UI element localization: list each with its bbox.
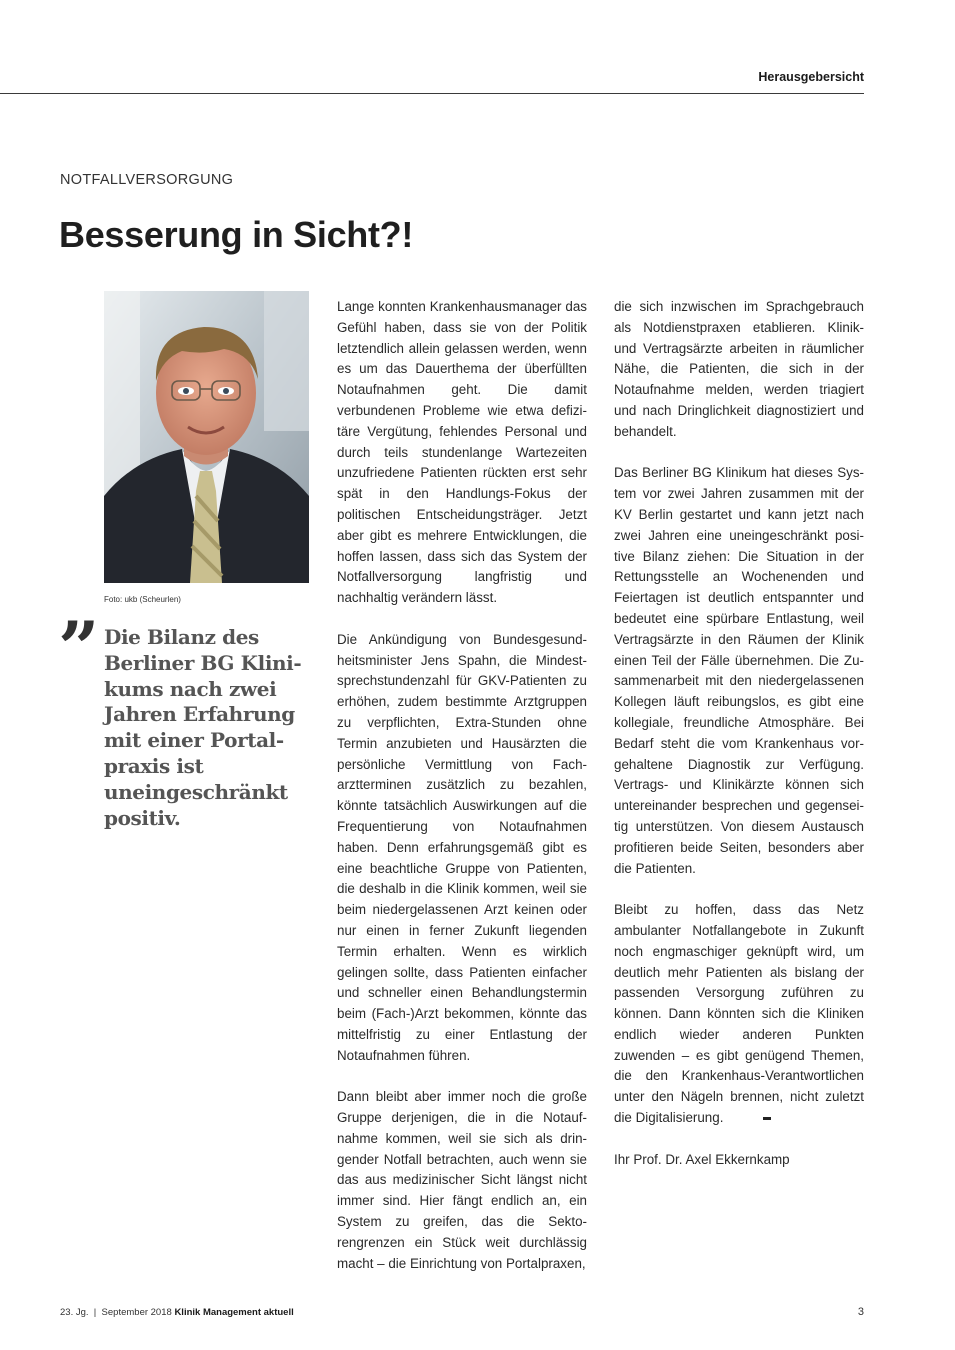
paragraph: Dann bleibt aber immer noch die große Gruppe derjenigen, die in die Notaufnahme kommen, weil sie sich als dringender Notfall betrachten, auch wenn sie das aus medizinischer Sicht längst nicht immer sind. Hier fängt endlich an, ein System zu greifen, das die Sektorengrenzen ein Stück weit durchlässig macht – die Einrichtung von Portalpraxen, xyxy=(337,1089,587,1271)
footer-journal-title: Klinik Management aktuell xyxy=(174,1307,294,1318)
photo-caption: Foto: ukb (Scheurlen) xyxy=(104,595,181,604)
article-kicker: NOTFALLVERSORGUNG xyxy=(60,172,234,188)
paragraph: Das Berliner BG Klinikum hat dieses System vor zwei Jahren zusammen mit der KV Berlin gestartet und kann jetzt nach zwei Jahren eine uneingeschränkt positive Bilanz ziehen: Die Situation in der Rettungsstelle an Wochenenden und Feiertagen ist deutlich entspannter und bedeutet eine spürbare Entlastung, weil Vertragsärzte in den Räumen der Klinik einen Teil der Fälle übernehmen. Die Zusammenarbeit mit den niedergelassenen Kollegen läuft reibungslos, es gibt eine kollegiale, freundliche Atmosphäre. Bei Bedarf steht die vom Krankenhaus vorgehaltene Diagnostik zur Verfügung. Vertrags- und Klinikärzte können sich untereinander besprechen und gegenseitig unterstützen. Von diesem Austausch profitieren beide Seiten, besonders aber die Patienten. xyxy=(614,465,864,876)
pull-quote: Die Bilanz des Berliner BG Klinikums nach zwei Jahren Erfahrung mit einer Portalpraxis ist uneingeschränkt positiv. xyxy=(104,625,302,830)
article-column-2 xyxy=(614,297,864,1191)
paragraph: die sich inzwischen im Sprachgebrauch als Notdienstpraxen etablieren. Klinik- und Vertragsärzte arbeiten in räumlicher Nähe, die Patienten, die sich in der Notaufnahme melden, werden triagiert und nach Dringlichkeit diagnostiziert und behandelt. xyxy=(614,299,864,439)
article-headline: Besserung in Sicht?! xyxy=(59,214,414,255)
paragraph: Lange konnten Krankenhausmanager das Gefühl haben, dass sie von der Politik letztendlich allein gelassen werden, wenn es um das Dauerthema der überfüllten Notaufnahmen geht. Die damit verbundenen Probleme wie etwa defizitäre Vergütung, fehlendes Personal und durch teils stundenlange Wartezeiten unzufriedene Patienten rückten erst sehr spät in den Handlungs-Fokus der politischen Entscheidungsträger. Jetzt aber gibt es mehrere Entwicklungen, die hoffen lassen, dass sich das System der Notfallversorgung langfristig und nachhaltig verändern lässt. xyxy=(337,299,587,606)
page-number: 3 xyxy=(857,1306,864,1318)
footer-issue-info xyxy=(60,1307,294,1318)
end-of-article-mark xyxy=(763,1117,771,1120)
paragraph: Die Ankündigung von Bundesgesundheitsminister Jens Spahn, die Mindestsprechstundenzahl für GKV-Patienten zu erhöhen, zudem bestimmte Arztgruppen zu verpflichten, Extra-Stunden ohne Termin anzubieten und Hausärzten die persönliche Vermittlung von Facharztterminen zusätzlich zu bezahlen, könnte tatsächlich Auswirkungen auf die Frequentierung von Notaufnahmen haben. Denn erfahrungsgemäß gibt es eine beachtliche Gruppe von Patienten, die deshalb in die Klinik kommen, weil sie beim niedergelassenen Arzt keinen oder nur einen in ferner Zukunft liegenden Termin erhalten. Wenn es wirklich gelingen sollte, dass Patienten einfacher und schneller einen Behandlungstermin beim (Fach-)Arzt bekommen, könnte das mittelfristig zu einer Entlastung der Notaufnahmen führen. xyxy=(337,631,587,1063)
quotation-mark-icon: ” xyxy=(58,605,100,690)
paragraph-with-end-mark xyxy=(614,900,864,1129)
footer-issue: 23. Jg. | September 2018 xyxy=(60,1307,172,1318)
section-label: Herausgebersicht xyxy=(758,70,864,84)
header-divider xyxy=(0,93,864,94)
author-portrait-photo xyxy=(104,291,309,583)
paragraph: Bleibt zu hoffen, dass das Netz ambulanter Notfallangebote in Zukunft noch engmaschiger geknüpft wird, um deutlich mehr Patienten als bislang der passenden Versorgung zuführen zu können. Dann könnten sich die Kliniken endlich wieder anderen Punkten zuwenden – es gibt genügend Themen, die den Krankenhaus-Verantwortlichen unter den Nägeln brennen, nicht zuletzt die Digitalisierung. xyxy=(614,902,864,1126)
article-column-1 xyxy=(337,297,587,1295)
author-signature: Ihr Prof. Dr. Axel Ekkernkamp xyxy=(614,1151,790,1167)
